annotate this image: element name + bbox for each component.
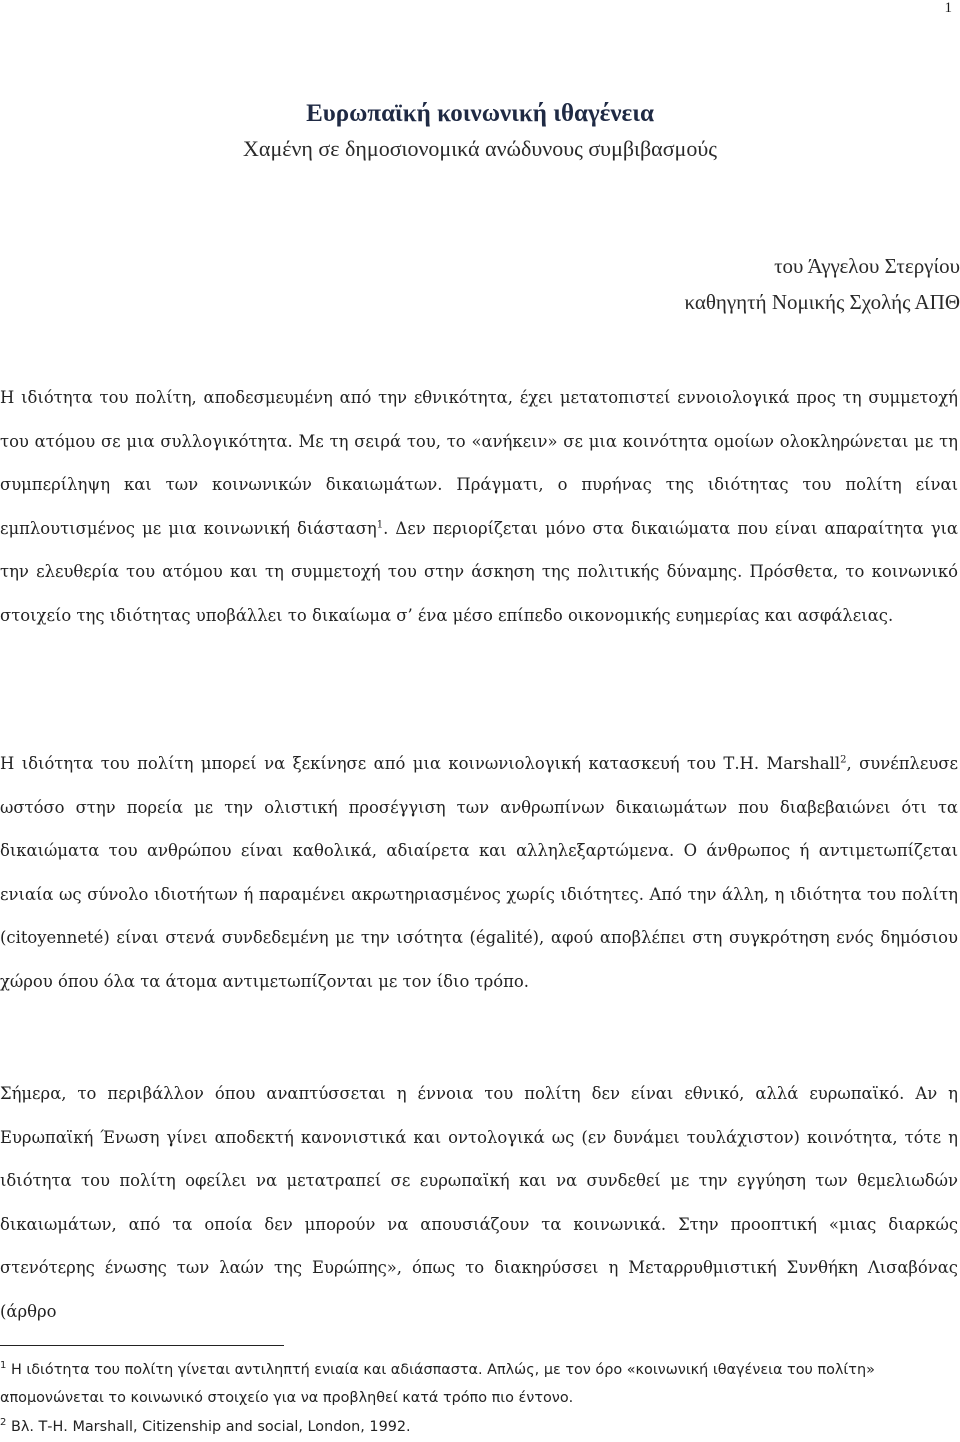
footnote-ref-1[interactable]: 1: [376, 519, 384, 531]
footnote-2-mark: 2: [0, 1417, 7, 1429]
paragraph-1-text-b: . Δεν περιορίζεται μόνο στα δικαιώματα που είναι απαραίτητα για την ελευθερία του ατόμου και τη συμμετοχή του στην άσκηση της πολιτικής δύναμης. Πρόσθετα, το κοινωνικό στοιχείο της ιδιότητας υποβάλλει το δικαίωμα σ’ ένα μέσο επίπεδο οικονομικής ευημερίας και ασφάλειας.: [0, 518, 958, 625]
paragraph-2-text-a: Η ιδιότητα του πολίτη μπορεί να ξεκίνησε από μια κοινωνιολογική κατασκευή του Τ.Η. Marshall: [0, 754, 841, 773]
page-number: 1: [944, 0, 952, 16]
author-affiliation: καθηγητή Νομικής Σχολής ΑΠΘ: [684, 290, 960, 314]
paragraph-1: [0, 376, 958, 637]
document-header: [0, 96, 960, 166]
paragraph-3: Σήμερα, το περιβάλλον όπου αναπτύσσεται η έννοια του πολίτη δεν είναι εθνικό, αλλά ευρωπαϊκό. Αν η Ευρωπαϊκή Ένωση γίνει αποδεκτή κανονιστικά και οντολογικά ως (εν δυνάμει τουλάχιστον) κοινότητα, τότε η ιδιότητα του πολίτη οφείλει να μετατραπεί σε ευρωπαϊκή και να συνδεθεί με την εγγύηση των θεμελιωδών δικαιωμάτων, από τα οποία δεν μπορούν να απουσιάζουν τα κοινωνικά. Στην προοπτική «μιας διαρκώς στενότερης ένωσης των λαών της Ευρώπης», όπως το διακηρύσσει η Μεταρρυθμιστική Συνθήκη Λισαβόνας (άρθρο: [0, 1084, 958, 1321]
paragraph-2: [0, 742, 958, 1003]
footnote-1-mark: 1: [0, 1360, 7, 1372]
footnotes: [0, 1356, 958, 1442]
footnote-1-text: Η ιδιότητα του πολίτη γίνεται αντιληπτή ενιαία και αδιάσπαστα. Απλώς, με τον όρο «κοινωνική ιθαγένεια του πολίτη» απομονώνεται το κοινωνικό στοιχείο για να προβληθεί κατά τρόπο πιο έντονο.: [0, 1362, 875, 1406]
footnote-divider: [0, 1345, 284, 1346]
footnote-2: [0, 1412, 958, 1442]
footnote-1: [0, 1356, 958, 1412]
author-name: του Άγγελου Στεργίου: [774, 254, 960, 278]
footnote-ref-2[interactable]: 2: [840, 754, 847, 766]
paragraph-2-text-b: , συνέπλευσε ωστόσο στην πορεία με την ολιστική προσέγγιση των ανθρωπίνων δικαιωμάτων που διαβεβαιώνει ότι τα δικαιώματα του ανθρώπου είναι καθολικά, αδιαίρετα και αλληλεξαρτώμενα. Ο άνθρωπος ή αντιμετωπίζεται ενιαία ως σύνολο ιδιοτήτων ή παραμένει ακρωτηριασμένος χωρίς ιδιότητες. Από την άλλη, η ιδιότητα του πολίτη (citoyenneté) είναι στενά συνδεδεμένη με την ισότητα (égalité), αφού αποβλέπει στη συγκρότηση ενός δημόσιου χώρου όπου όλα τα άτομα αντιμετωπίζονται με τον ίδιο τρόπο.: [0, 754, 958, 991]
document-subtitle: Χαμένη σε δημοσιονομικά ανώδυνους συμβιβασμούς: [243, 136, 717, 161]
footnote-2-text: Βλ. Τ-Η. Marshall, Citizenship and social, London, 1992.: [6, 1419, 411, 1435]
paragraph-1-text-a: Η ιδιότητα του πολίτη, αποδεσμευμένη από την εθνικότητα, έχει μετατοπιστεί εννοιολογικά προς τη συμμετοχή του ατόμου σε μια συλλογικότητα. Με τη σειρά του, το «ανήκειν» σε μια κοινότητα ομοίων ολοκληρώνεται με τη συμπερίληψη και των κοινωνικών δικαιωμάτων. Πράγματι, ο πυρήνας της ιδιότητας του πολίτη είναι εμπλουτισμένος με μια κοινωνική διάσταση: [0, 388, 958, 538]
author-block: [684, 248, 960, 320]
document-title: Ευρωπαϊκή κοινωνική ιθαγένεια: [306, 100, 654, 127]
